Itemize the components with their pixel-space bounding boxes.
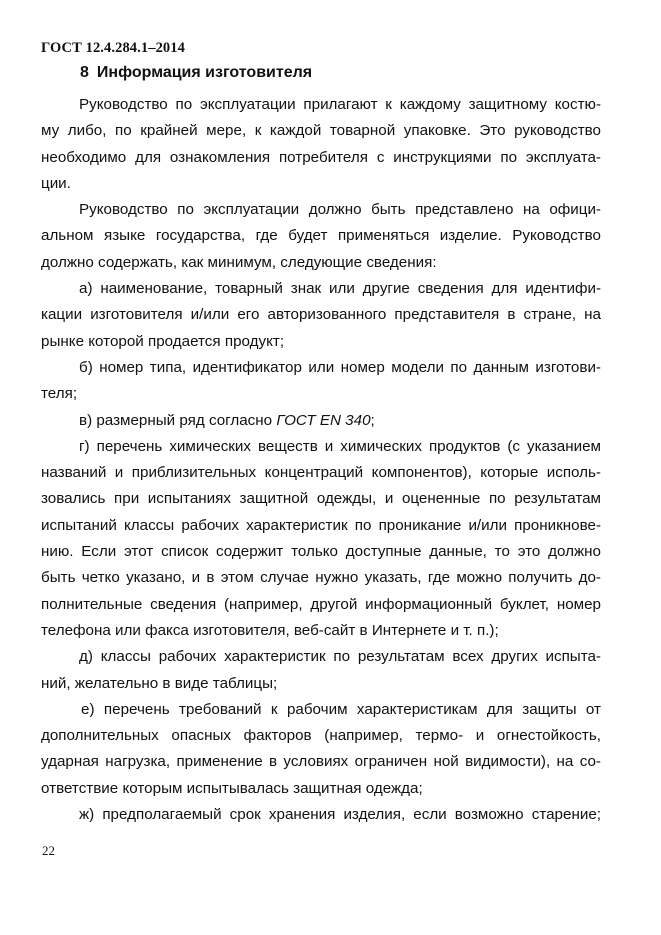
text-line: необходимо для ознакомления потребителя с инструкциями по эксплуата- bbox=[41, 148, 601, 166]
list-item-v bbox=[41, 408, 601, 434]
list-item-g: г) перечень химических веществ и химических продуктов (с указанием bbox=[79, 437, 601, 455]
text-line: зовались при испытаниях защитной одежды, и оцененные по результатам bbox=[41, 490, 601, 508]
page-number: 22 bbox=[42, 843, 55, 858]
text-line: му либо, по крайней мере, к каждой товарной упаковке. Это руководство bbox=[41, 122, 601, 140]
text-line: телефона или факса изготовителя, веб-сайт в Интернете и т. п.); bbox=[41, 621, 499, 639]
section-number: 8 bbox=[80, 64, 89, 81]
list-item-zh: ж) предполагаемый срок хранения изделия, если возможно старение; bbox=[79, 806, 601, 824]
text-line: ответствие которым испытывалась защитная одежда; bbox=[41, 779, 423, 797]
text-line: Руководство по эксплуатации должно быть представлено на офици- bbox=[79, 201, 601, 219]
section-title: Информация изготовителя bbox=[96, 64, 313, 81]
standard-reference: ГОСТ EN 340 bbox=[276, 411, 371, 429]
text-line: кации изготовителя и/или его авторизованного представителя в стране, на bbox=[41, 306, 601, 324]
text-line: испытаний классы рабочих характеристик по проникание и/или проникнове- bbox=[41, 516, 601, 534]
list-item-e: е) перечень требований к рабочим характеристикам для защиты от bbox=[81, 700, 601, 718]
text-span: ; bbox=[370, 411, 375, 429]
text-line: ции. bbox=[41, 174, 71, 192]
text-line: рынке которой продается продукт; bbox=[41, 332, 285, 350]
text-span: в) размерный ряд согласно bbox=[79, 411, 277, 429]
document-header-standard: ГОСТ 12.4.284.1–2014 bbox=[41, 40, 185, 56]
text-line: полнительные сведения (например, другой информационный буклет, номер bbox=[41, 595, 601, 613]
text-line: теля; bbox=[41, 385, 78, 403]
section-heading bbox=[80, 64, 312, 82]
section-body bbox=[41, 92, 601, 828]
text-line: быть четко указано, и в этом случае нужно указать, где можно получить до- bbox=[41, 569, 601, 587]
text-line: альном языке государства, где будет применяться изделие. Руководство bbox=[41, 227, 601, 245]
text-line: ний, желательно в виде таблицы; bbox=[41, 674, 278, 692]
text-line: названий и приблизительных концентраций компонентов), которые исполь- bbox=[41, 464, 601, 482]
text-line: ударная нагрузка, применение в условиях ограничен ной видимости), на со- bbox=[41, 753, 601, 771]
list-item-a: а) наименование, товарный знак или другие сведения для идентифи- bbox=[79, 280, 601, 298]
list-item-b: б) номер типа, идентификатор или номер модели по данным изготови- bbox=[79, 358, 601, 376]
text-line: должно содержать, как минимум, следующие сведения: bbox=[41, 253, 437, 271]
list-item-d: д) классы рабочих характеристик по результатам всех других испыта- bbox=[79, 648, 601, 666]
text-line: Руководство по эксплуатации прилагают к каждому защитному костю- bbox=[79, 96, 601, 113]
text-line: дополнительных опасных факторов (например, термо- и огнестойкость, bbox=[41, 727, 601, 745]
text-line: нию. Если этот список содержит только доступные данные, то это должно bbox=[41, 543, 601, 561]
